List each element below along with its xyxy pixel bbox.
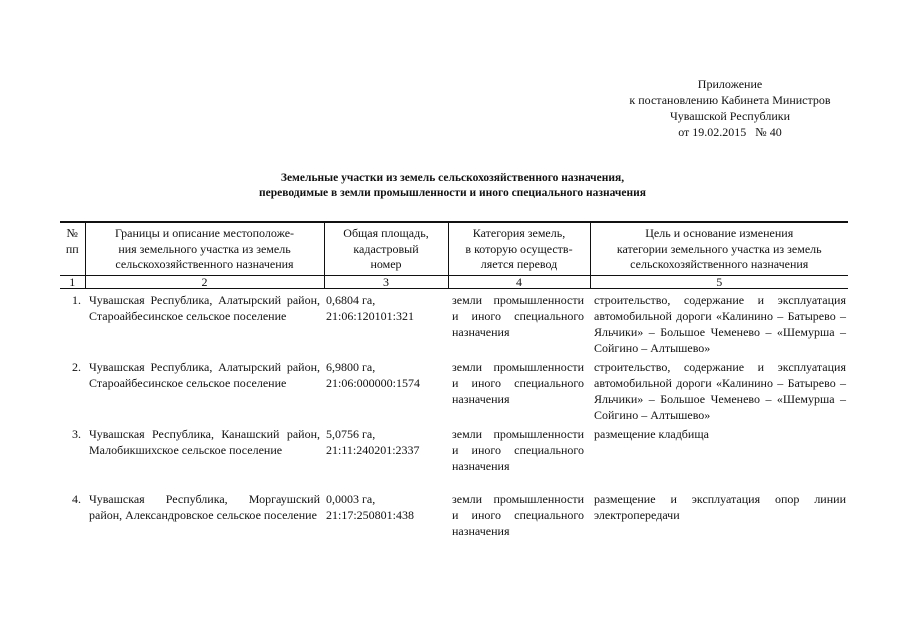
header-location: Границы и описание местоположе- ния земельного участка из земель сельскохозяйственного назначения: [85, 222, 324, 275]
row-purpose: размещение кладбища: [594, 426, 709, 441]
appendix-block: [560, 76, 900, 140]
table-row: [60, 488, 848, 545]
row-location: Чувашская Республика, Алатырский район, Староайбесинское сельское поселение: [89, 292, 320, 323]
appendix-line: к постановлению Кабинета Министров: [629, 93, 831, 107]
row-number: 3.: [72, 426, 81, 441]
header-category: Категория земель, в которую осуществ- ляется перевод: [448, 222, 590, 275]
row-category: земли промышленности и иного специального назначения: [452, 426, 584, 473]
row-number: 1.: [72, 292, 81, 307]
row-area: [324, 288, 448, 356]
cadastral-number: 21:06:000000:1574: [326, 375, 421, 390]
table-row: [60, 288, 848, 356]
column-number-row: [60, 275, 848, 288]
header-number: № пп: [60, 222, 85, 275]
row-category: земли промышленности и иного специального назначения: [452, 292, 584, 339]
column-number: 1: [60, 275, 85, 288]
row-purpose: размещение и эксплуатация опор линии электропередачи: [594, 491, 846, 522]
area-value: 0,6804 га,: [326, 292, 376, 307]
row-number: 4.: [72, 491, 81, 506]
table-header-row: [60, 222, 848, 275]
row-purpose: строительство, содержание и эксплуатация автомобильной дороги «Калинино – Батырево – Яльчики» – Большое Чеменево – «Шемурша – Сойгино – Алтышево»: [594, 292, 846, 355]
column-number: 3: [324, 275, 448, 288]
row-location: Чувашская Республика, Канашский район, Малобикшихское сельское поселение: [89, 426, 320, 457]
row-location: Чувашская Республика, Моргаушский район, Александровское сельское поселение: [89, 491, 320, 522]
appendix-line: Приложение: [697, 77, 763, 91]
row-purpose: строительство, содержание и эксплуатация автомобильной дороги «Калинино – Батырево – Яльчики» – Большое Чеменево – «Шемурша – Сойгино – Алтышево»: [594, 359, 846, 422]
column-number: 4: [448, 275, 590, 288]
row-number: 2.: [72, 359, 81, 374]
row-location: Чувашская Республика, Алатырский район, Староайбесинское сельское поселение: [89, 359, 320, 390]
header-purpose: Цель и основание изменения категории земельного участка из земель сельскохозяйственного назначения: [590, 222, 848, 275]
appendix-date-line: от 19.02.2015 № 40: [678, 125, 782, 139]
appendix-line: Чувашской Республики: [669, 109, 791, 123]
row-area: [324, 423, 448, 488]
header-area: Общая площадь, кадастровый номер: [324, 222, 448, 275]
cadastral-number: 21:17:250801:438: [326, 507, 415, 522]
area-value: 0,0003 га,: [326, 491, 376, 506]
row-category: земли промышленности и иного специального назначения: [452, 491, 584, 538]
table-row: [60, 423, 848, 488]
column-number: 5: [590, 275, 848, 288]
row-area: [324, 488, 448, 545]
cadastral-number: 21:06:120101:321: [326, 308, 415, 323]
area-value: 5,0756 га,: [326, 426, 376, 441]
row-area: [324, 356, 448, 423]
title-line: переводимые в земли промышленности и иного специального назначения: [259, 187, 646, 199]
document-title: [60, 171, 845, 201]
title-line: Земельные участки из земель сельскохозяйственного назначения,: [280, 172, 625, 184]
land-plots-table: [60, 221, 848, 545]
table-row: [60, 356, 848, 423]
row-category: земли промышленности и иного специального назначения: [452, 359, 584, 406]
column-number: 2: [85, 275, 324, 288]
area-value: 6,9800 га,: [326, 359, 376, 374]
cadastral-number: 21:11:240201:2337: [326, 442, 420, 457]
